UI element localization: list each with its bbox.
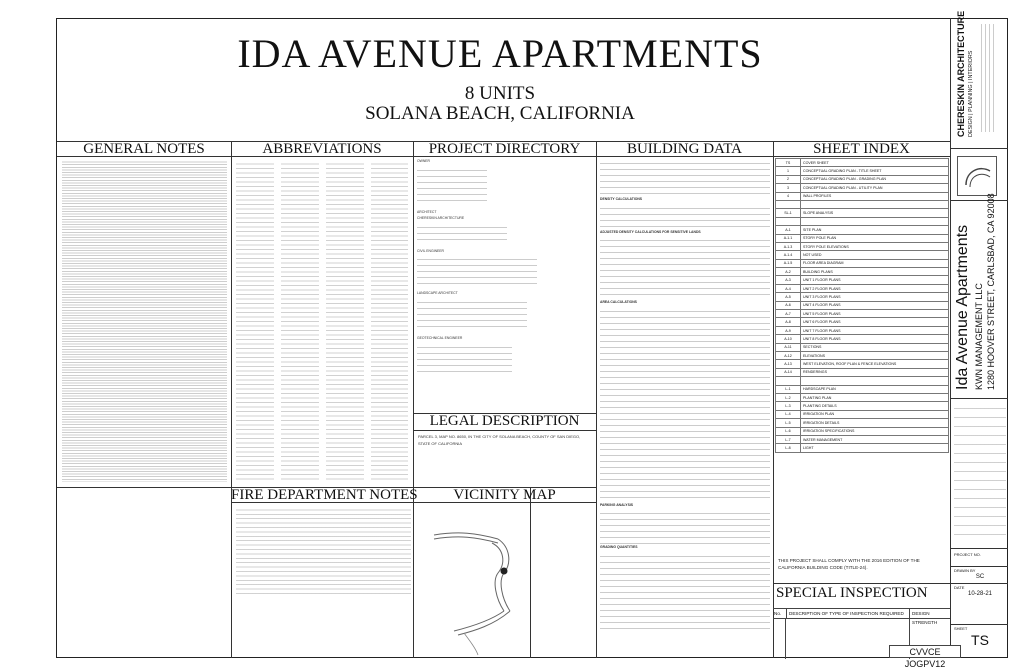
sheet-title-cell: ELEVATIONS xyxy=(801,351,949,359)
building-data-heading: BUILDING DATA xyxy=(626,141,743,157)
sheet-number: TS xyxy=(971,632,989,648)
sheet-number-cell: SL-1 xyxy=(776,209,801,217)
sheet-title-cell: UNIT 5 FLOOR PLANS xyxy=(801,310,949,318)
sheet-number-cell: A-7 xyxy=(776,310,801,318)
sheet-number-cell: 3 xyxy=(776,184,801,192)
sheet-index-row xyxy=(776,284,949,292)
architect-label: ARCHITECT xyxy=(417,209,437,214)
geotech-label: GEOTECHNICAL ENGINEER xyxy=(417,335,463,340)
divider xyxy=(596,141,597,658)
sheet-number-cell: A-1.5 xyxy=(776,259,801,267)
sheet-index-row xyxy=(776,427,949,435)
sheet-index-row xyxy=(776,276,949,284)
sheet-index-row xyxy=(776,293,949,301)
sheet-index-row xyxy=(776,326,949,334)
sheet-title-cell: WATER MANAGEMENT xyxy=(801,435,949,443)
sheet-title-cell: WEST ELEVATION, ROOF PLAN & FENCE ELEVATIONS xyxy=(801,360,949,368)
sheet-title-cell: COVER SHEET xyxy=(801,159,949,167)
sheet-number-cell: L-1 xyxy=(776,385,801,393)
fire-department-notes-heading: FIRE DEPARTMENT NOTES xyxy=(231,487,418,503)
sheet-index-row xyxy=(776,393,949,401)
sheet-index-row xyxy=(776,184,949,192)
abbreviations-body xyxy=(236,160,408,482)
project-units: 8 UNITS xyxy=(464,83,536,104)
si-col-description: DESCRIPTION OF TYPE OF INSPECTION REQUIRED xyxy=(787,609,910,618)
general-notes-body xyxy=(62,160,227,482)
sheet-number-cell: A-4 xyxy=(776,284,801,292)
firm-logo xyxy=(957,156,997,196)
sheet-title-cell: IRRIGATION DETAILS xyxy=(801,419,949,427)
sheet-number-cell: L-7 xyxy=(776,435,801,443)
sheet-index-row xyxy=(776,318,949,326)
project-address: 1280 HOOVER STREET, CARLSBAD, CA 92008 xyxy=(986,193,996,390)
sheet-label: SHEET xyxy=(954,626,968,631)
sheet-title-cell: PLANTING PLAN xyxy=(801,393,949,401)
sheet-number-cell: A-8 xyxy=(776,318,801,326)
abbreviations-heading: ABBREVIATIONS xyxy=(262,141,382,157)
site-marker-icon xyxy=(501,568,508,575)
project-info-block xyxy=(952,193,1007,396)
sheet-index-row xyxy=(776,444,949,452)
divider xyxy=(773,141,774,658)
divider xyxy=(530,487,531,658)
sheet-number-cell: L-2 xyxy=(776,393,801,401)
building-data-body xyxy=(600,158,770,656)
sheet-number-cell: A-1.4 xyxy=(776,251,801,259)
sheet-title-cell: CONCEPTUAL GRADING PLAN - TITLE SHEET xyxy=(801,167,949,175)
sheet-index-row xyxy=(776,385,949,393)
sheet-number-cell: A-12 xyxy=(776,351,801,359)
sheet-number-cell: A-1 xyxy=(776,226,801,234)
sheet-number-cell: A-9 xyxy=(776,326,801,334)
sheet-number-cell: A-2 xyxy=(776,268,801,276)
sheet-index-table xyxy=(775,158,949,488)
sheet-index-row xyxy=(776,360,949,368)
sheet-title-cell xyxy=(801,200,949,208)
sheet-index-row xyxy=(776,200,949,208)
sheet-number-cell: 2 xyxy=(776,175,801,183)
sheet-title-cell: BUILDING PLANS xyxy=(801,268,949,276)
sheet-number-cell: A-14 xyxy=(776,368,801,376)
sheet-index-row xyxy=(776,419,949,427)
si-col-strength: DESIGN STRENGTH xyxy=(912,611,938,625)
owner-label: OWNER xyxy=(417,159,430,163)
parking-heading: PARKING ANALYSIS xyxy=(600,502,634,507)
sheet-title-cell: UNIT 3 FLOOR PLANS xyxy=(801,293,949,301)
revision-block xyxy=(954,400,1006,540)
project-directory-body xyxy=(417,158,593,398)
sheet-number-cell: TS xyxy=(776,159,801,167)
project-location: SOLANA BEACH, CALIFORNIA xyxy=(365,103,635,124)
sheet-index-row xyxy=(776,167,949,175)
sheet-title-cell: RENDERINGS xyxy=(801,368,949,376)
sheet-number-cell: L-8 xyxy=(776,444,801,452)
sheet-title-cell: UNIT 2 FLOOR PLANS xyxy=(801,284,949,292)
sheet-title-cell: UNIT 7 FLOOR PLANS xyxy=(801,326,949,334)
architect-firm: CHERESKIN ARCHITECTURE xyxy=(417,216,465,221)
sheet-title-cell: WALL PROFILES xyxy=(801,192,949,200)
sheet-title-cell: PLANTING DETAILS xyxy=(801,402,949,410)
sheet-index-row xyxy=(776,192,949,200)
sheet-number-cell: A-3 xyxy=(776,276,801,284)
sheet-number-cell: L-3 xyxy=(776,402,801,410)
sheet-index-row xyxy=(776,343,949,351)
date-label: DATE xyxy=(954,585,965,590)
sheet-index-row xyxy=(776,435,949,443)
sheet-title-cell: SECTIONS xyxy=(801,343,949,351)
vicinity-map-heading: VICINITY MAP xyxy=(453,487,556,503)
sheet-title-cell: SLOPE ANALYSIS xyxy=(801,209,949,217)
sheet-number-cell xyxy=(776,217,801,225)
sheet-title-cell: CONCEPTUAL GRADING PLAN - UTILITY PLAN xyxy=(801,184,949,192)
sheet-title-cell: UNIT 1 FLOOR PLANS xyxy=(801,276,949,284)
sheet-index-row xyxy=(776,377,949,385)
drawn-by-value: SC xyxy=(975,574,985,580)
sheet-number-cell xyxy=(776,377,801,385)
sheet-title-cell: UNIT 6 FLOOR PLANS xyxy=(801,318,949,326)
sheet-title-cell: NOT USED xyxy=(801,251,949,259)
date-value: 10-28-21 xyxy=(967,591,993,597)
project-name-vertical: Ida Avenue Apartments xyxy=(954,224,971,390)
sheet-title-cell: FLOOR AREA DIAGRAM xyxy=(801,259,949,267)
sheet-title-cell: IRRIGATION SPECIFICATIONS xyxy=(801,427,949,435)
special-inspection-heading: SPECIAL INSPECTION xyxy=(776,585,928,601)
sheet-index-row xyxy=(776,310,949,318)
sheet-index-row xyxy=(776,209,949,217)
project-title: IDA AVENUE APARTMENTS xyxy=(237,31,763,76)
sheet-index-row xyxy=(776,159,949,167)
legal-description-text: PARCEL 3, MAP NO. 8650, IN THE CITY OF SOLANA BEACH, COUNTY OF SAN DIEGO, STATE OF CALIFORNIA xyxy=(418,434,581,446)
legal-description-heading: LEGAL DESCRIPTION xyxy=(429,413,580,429)
sheet-index-row xyxy=(776,234,949,242)
si-col-no: No. xyxy=(773,609,787,618)
sheet-index-row xyxy=(776,335,949,343)
sheet-title-cell xyxy=(801,377,949,385)
sheet-number-cell: L-6 xyxy=(776,427,801,435)
firm-name: CHERESKIN ARCHITECTURE xyxy=(956,10,966,137)
sheet-index-row xyxy=(776,175,949,183)
sheet-title-cell xyxy=(801,217,949,225)
sheet-title-cell: IRRIGATION PLAN xyxy=(801,410,949,418)
sheet-number-cell: A-13 xyxy=(776,360,801,368)
firm-tagline: DESIGN | PLANNING | INTERIORS xyxy=(968,50,974,137)
sheet-number-cell: L-5 xyxy=(776,419,801,427)
sheet-index-row xyxy=(776,410,949,418)
sheet-title-cell: STORY POLE ELEVATIONS xyxy=(801,242,949,250)
sheet-number-cell: A-1.1 xyxy=(776,234,801,242)
sheet-index-row xyxy=(776,259,949,267)
code-compliance-note: THIS PROJECT SHALL COMPLY WITH THE 2016 EDITION OF THE CALIFORNIA BUILDING CODE (TITLE-24). xyxy=(778,558,920,570)
fire-department-notes-body xyxy=(236,506,411,596)
sheet-number-cell: 1 xyxy=(776,167,801,175)
logo-mark-icon xyxy=(958,157,998,197)
divider xyxy=(950,18,951,658)
sheet-index-row xyxy=(776,301,949,309)
sheet-number-cell xyxy=(776,200,801,208)
grading-heading: GRADING QUANTITIES xyxy=(600,545,638,550)
sheet-number-cell: A-10 xyxy=(776,335,801,343)
project-directory-heading: PROJECT DIRECTORY xyxy=(428,141,581,157)
sheet-number-cell: A-6 xyxy=(776,301,801,309)
sheet-number-cell: 4 xyxy=(776,192,801,200)
general-notes-heading: GENERAL NOTES xyxy=(83,141,205,157)
sheet-title-cell: HARDSCAPE PLAN xyxy=(801,385,949,393)
sheet-number-cell: L-4 xyxy=(776,410,801,418)
sheet-index-heading: SHEET INDEX xyxy=(813,141,910,157)
sheet-index-row xyxy=(776,226,949,234)
drawn-by-label: DRAWN BY xyxy=(954,568,976,573)
sheet-index-row xyxy=(776,251,949,259)
sheet-index-row xyxy=(776,268,949,276)
adjusted-density-heading: ADJUSTED DENSITY CALCULATIONS FOR SENSITIVE LANDS xyxy=(600,229,701,234)
sheet-title-cell: SITE PLAN xyxy=(801,226,949,234)
area-calculations-heading: AREA CALCULATIONS xyxy=(600,300,637,305)
vicinity-map xyxy=(414,503,530,657)
divider xyxy=(231,141,232,487)
firm-block xyxy=(952,10,1007,140)
client-name: KWN MANAGEMENT LLC xyxy=(974,283,984,390)
sheet-title-cell: CONCEPTUAL GRADING PLAN - GRADING PLAN xyxy=(801,175,949,183)
sheet-index-row xyxy=(776,217,949,225)
sheet-number-cell: A-11 xyxy=(776,343,801,351)
sheet-title-cell: UNIT 8 FLOOR PLANS xyxy=(801,335,949,343)
sheet-index-row xyxy=(776,368,949,376)
civil-engineer-label: CIVIL ENGINEER xyxy=(417,248,445,253)
landscape-label: LANDSCAPE ARCHITECT xyxy=(417,291,458,296)
sheet-index-row xyxy=(776,242,949,250)
density-heading: DENSITY CALCULATIONS xyxy=(600,197,643,201)
sheet-title-cell: STORY POLE PLAN xyxy=(801,234,949,242)
sheet-index-row xyxy=(776,351,949,359)
sheet-number-cell: A-5 xyxy=(776,293,801,301)
vicinity-map-drawing xyxy=(414,503,530,657)
sheet-index-row xyxy=(776,402,949,410)
sheet-title-cell: LIGHT xyxy=(801,444,949,452)
project-no-label: PROJECT NO. xyxy=(954,552,981,557)
document-stamp: CVVCE JOGPV12 xyxy=(889,645,961,658)
sheet-title-cell: UNIT 4 FLOOR PLANS xyxy=(801,301,949,309)
sheet-number-cell: A-1.3 xyxy=(776,242,801,250)
